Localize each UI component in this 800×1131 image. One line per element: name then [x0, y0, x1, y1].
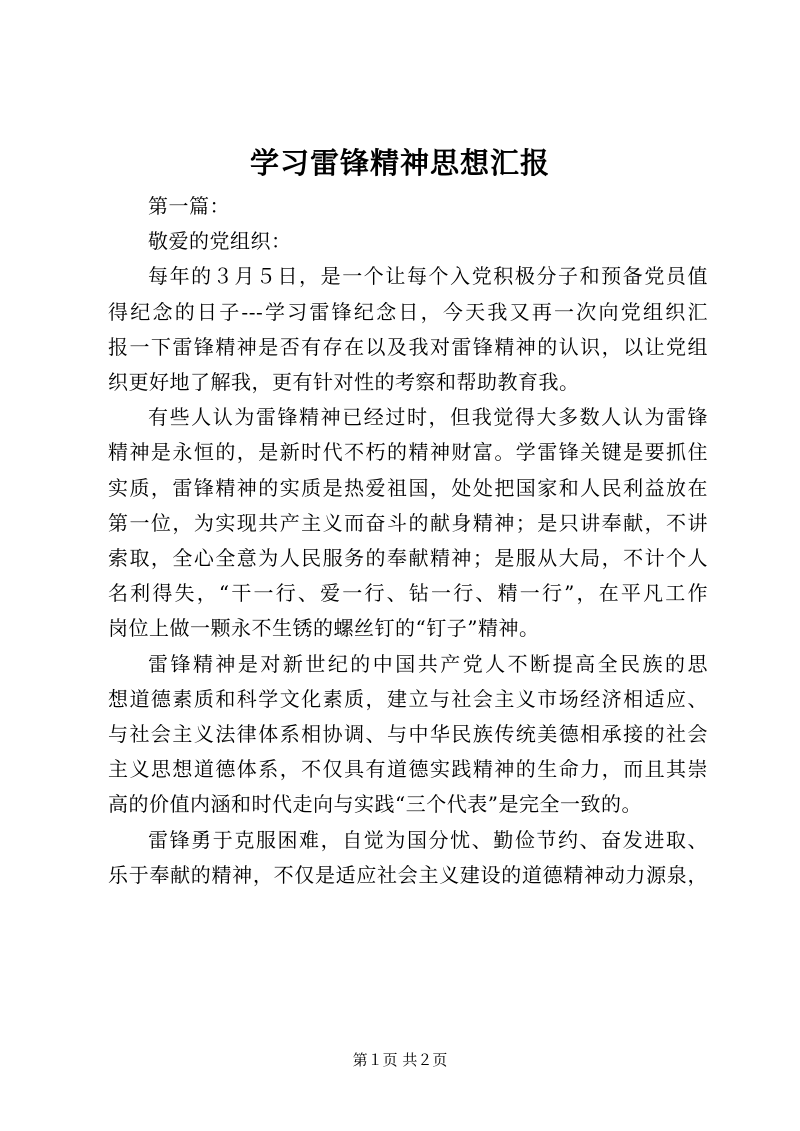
paragraph-line: 与社会主义法律体系相协调、与中华民族传统美德相承接的社会 [108, 722, 708, 747]
paragraph-line: 雷锋精神是对新世纪的中国共产党人不断提高全民族的思 [148, 651, 708, 676]
document-body [108, 189, 708, 893]
paragraph-line: 报一下雷锋精神是否有存在以及我对雷锋精神的认识，以让党组 [108, 334, 708, 359]
paragraph-line: 高的价值内涵和时代走向与实践“三个代表”是完全一致的。 [108, 792, 642, 817]
paragraph-line: 实质，雷锋精神的实质是热爱祖国，处处把国家和人民利益放在 [108, 475, 708, 500]
paragraph-line: 每年的３月５日，是一个让每个入党积极分子和预备党员值 [148, 264, 708, 289]
document-title: 学习雷锋精神思想汇报 [249, 146, 550, 180]
paragraph-line: 精神是永恒的，是新时代不朽的精神财富。学雷锋关键是要抓住 [108, 440, 708, 465]
paragraph-line: 第一位，为实现共产主义而奋斗的献身精神；是只讲奉献，不讲 [108, 510, 708, 535]
paragraph-line: 第一篇： [148, 194, 230, 218]
paragraph-line: 织更好地了解我，更有针对性的考察和帮助教育我。 [108, 370, 580, 395]
paragraph [108, 400, 708, 646]
paragraph [108, 647, 708, 823]
paragraph-line: 乐于奉献的精神，不仅是适应社会主义建设的道德精神动力源泉， [108, 862, 708, 887]
paragraph-line: 得纪念的日子---学习雷锋纪念日，今天我又再一次向党组织汇 [108, 299, 708, 324]
paragraph-line: 雷锋勇于克服困难，自觉为国分忧、勤俭节约、奋发进取、 [148, 827, 708, 852]
paragraph-line: 岗位上做一颗永不生锈的螺丝钉的“钉子”精神。 [108, 616, 540, 641]
paragraph-line: 敬爱的党组织： [148, 229, 292, 254]
paragraph-line: 名利得失，“干一行、爱一行、钻一行、精一行”，在平凡工作 [108, 581, 708, 606]
paragraph-line: 有些人认为雷锋精神已经过时，但我觉得大多数人认为雷锋 [148, 405, 708, 430]
paragraph-section-heading [108, 189, 708, 224]
paragraph [108, 259, 708, 400]
paragraph [108, 823, 708, 893]
paragraph-line: 主义思想道德体系，不仅具有道德实践精神的生命力，而且其崇 [108, 757, 708, 782]
paragraph-salutation [108, 224, 708, 259]
paragraph-line: 想道德素质和科学文化素质，建立与社会主义市场经济相适应、 [108, 686, 708, 711]
paragraph-line: 索取，全心全意为人民服务的奉献精神；是服从大局，不计个人 [108, 546, 708, 571]
page-number-footer: 第１页 共２页 [352, 1051, 448, 1069]
